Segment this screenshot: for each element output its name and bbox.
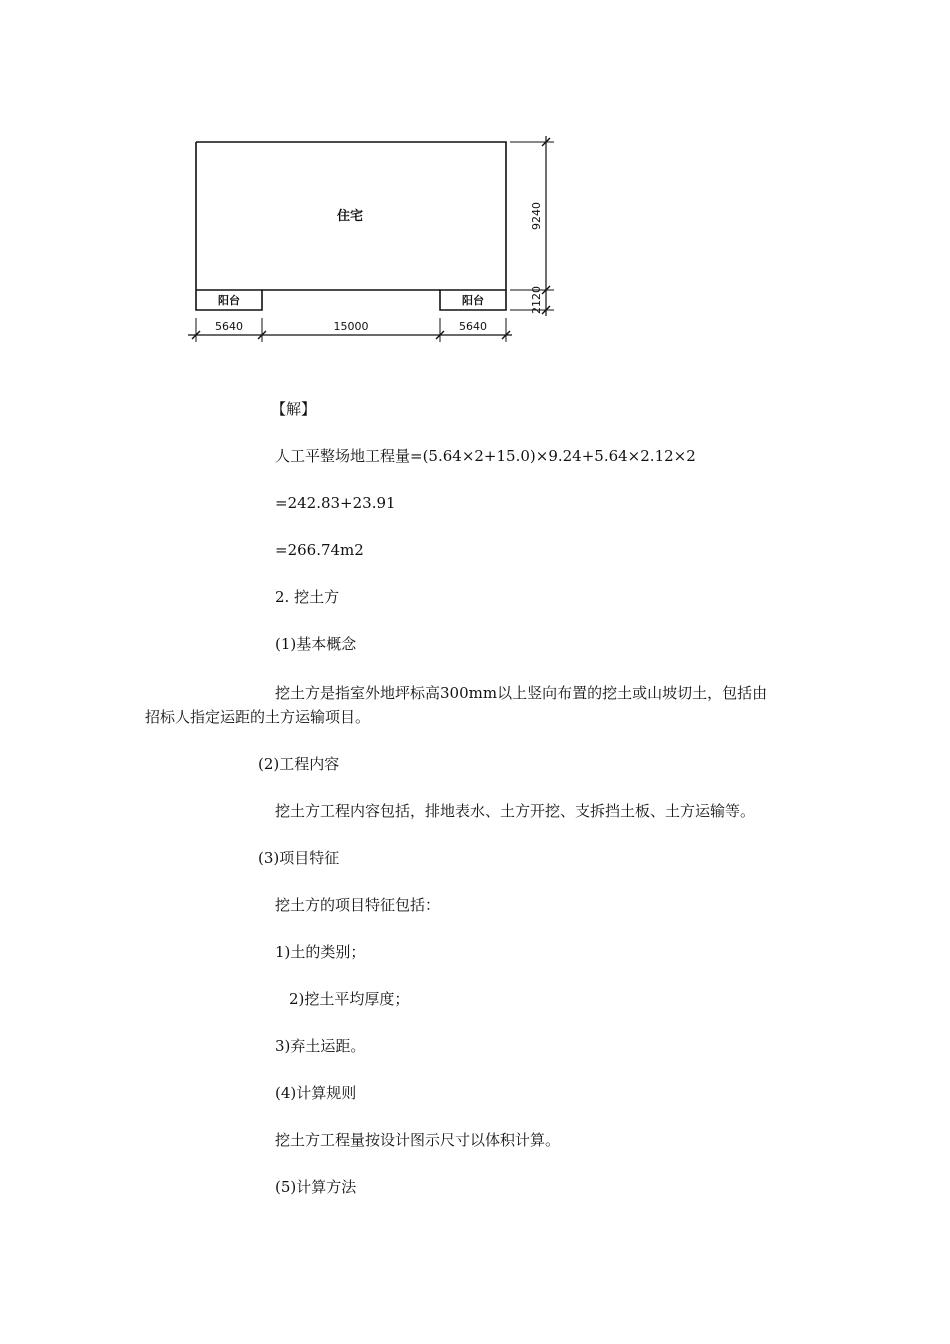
paragraph-concept-line1: 挖土方是指室外地坪标高300mm以上竖向布置的挖土或山坡切土，包括由: [275, 684, 768, 702]
paragraph-work-content: 挖土方工程内容包括，排地表水、土方开挖、支拆挡土板、土方运输等。: [275, 802, 756, 820]
subheading-features: (3)项目特征: [258, 849, 340, 867]
section-heading-2: 2. 挖土方: [275, 588, 340, 606]
subheading-rules: (4)计算规则: [275, 1084, 357, 1102]
site-plan-drawing: [180, 130, 560, 345]
list-item-3: 3)弃土运距。: [275, 1037, 366, 1055]
formula-result: =266.74m2: [275, 541, 364, 559]
list-item-1: 1)土的类别；: [275, 943, 366, 961]
dim-mid-label: 15000: [333, 320, 369, 333]
dim-height-balcony-label: 2120: [530, 286, 543, 314]
paragraph-features: 挖土方的项目特征包括：: [275, 896, 441, 914]
formula-line: 人工平整场地工程量=(5.64×2+15.0)×9.24+5.64×2.12×2: [275, 447, 696, 465]
subheading-basic-concept: (1)基本概念: [275, 635, 357, 653]
formula-step-1: =242.83+23.91: [275, 494, 396, 512]
dim-right-label: 5640: [459, 320, 487, 333]
dim-height-main-label: 9240: [530, 202, 543, 230]
balcony-left-label: 阳台: [218, 294, 240, 307]
dim-left-label: 5640: [215, 320, 243, 333]
building-outline: [196, 142, 506, 310]
site-plan-figure: [180, 130, 560, 345]
building-outline-left: [196, 142, 262, 310]
balcony-right-label: 阳台: [462, 294, 484, 307]
subheading-work-content: (2)工程内容: [258, 755, 340, 773]
paragraph-rules: 挖土方工程量按设计图示尺寸以体积计算。: [275, 1131, 561, 1149]
solution-heading: 【解】: [271, 400, 317, 418]
list-item-2: 2)挖土平均厚度；: [289, 990, 410, 1008]
house-label: 住宅: [336, 209, 364, 224]
paragraph-concept-line2: 招标人指定运距的土方运输项目。: [145, 708, 371, 726]
subheading-method: (5)计算方法: [275, 1178, 357, 1196]
